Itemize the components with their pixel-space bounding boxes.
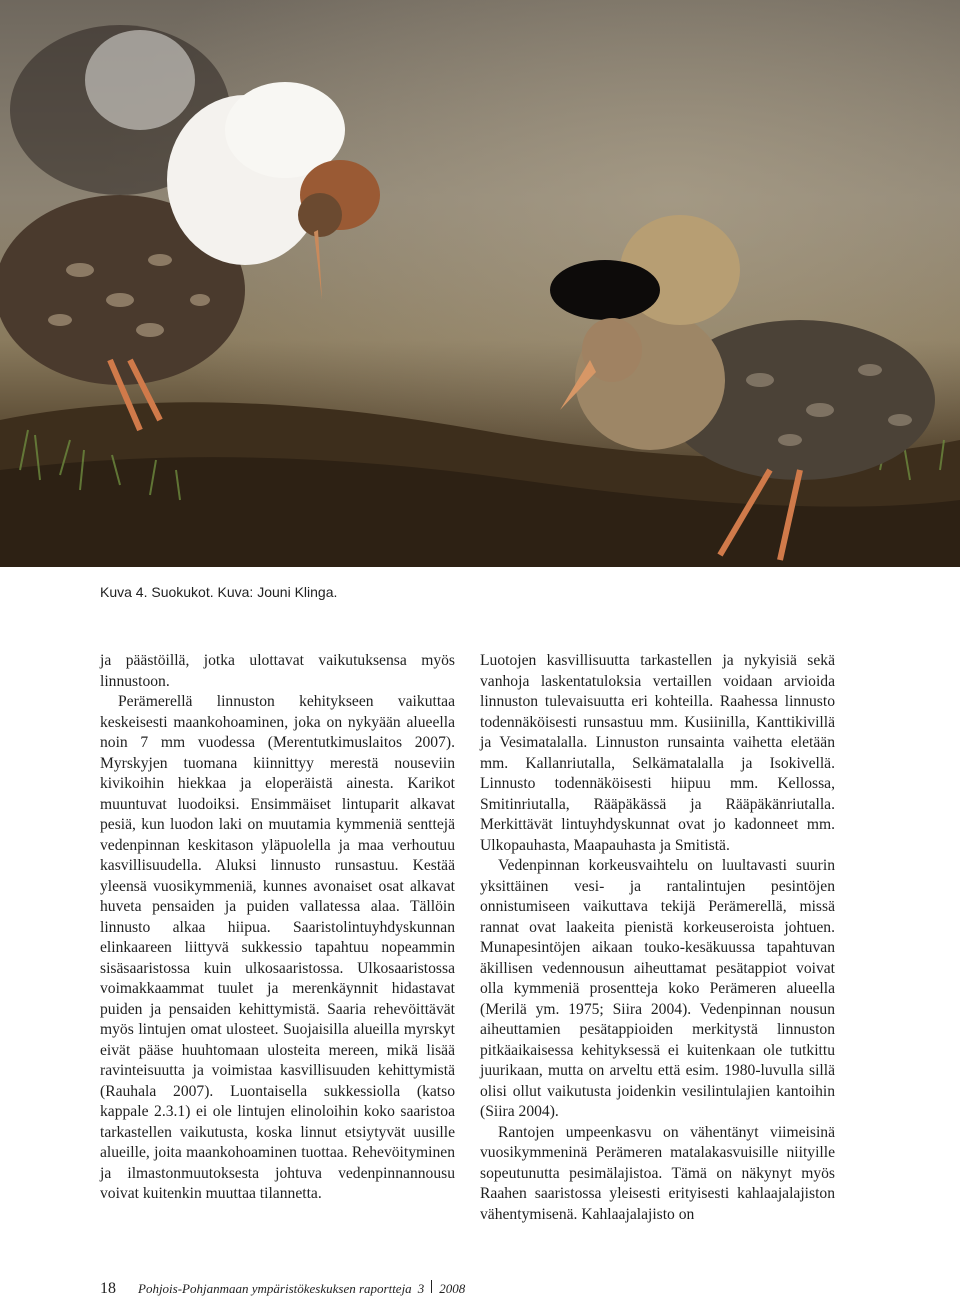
ruff-photograph (0, 0, 960, 567)
publication-title: Pohjois-Pohjanmaan ympäristökeskuksen raportteja (138, 1281, 412, 1296)
right-text-column (480, 651, 835, 1225)
page-number: 18 (100, 1280, 116, 1297)
figure-caption: Kuva 4. Suokukot. Kuva: Jouni Klinga. (100, 584, 338, 600)
issue-number: 3 (417, 1281, 425, 1296)
ruff-photo-illustration (0, 0, 960, 567)
page-footer (100, 1280, 465, 1298)
publication-year: 2008 (439, 1281, 466, 1296)
right-paragraph-1: Luotojen kasvillisuutta tarkastellen ja nykyisiä sekä vanhoja laskentatuloksia vertaillen voidaan arvioida linnuston tulevaisuutta eri kohteilla. Raahessa linnusto todennäköisesti runsastuu mm. Kusiinilla, Kanttikivillä ja Vesimatalalla. Linnuston runsainta vaihetta eletään mm. Kallanriutalla, Selkämatalalla ja Isokivellä. Linnusto todennäköisesti hiipuu mm. Kellossa, Smitinriutalla, Rääpäkässä ja Rääpäkänriutalla. Merkittävät lintuyhdyskunnat ovat jo kadonneet mm. Ulkopauhasta, Maapauhasta ja Smitistä. (480, 652, 835, 854)
left-paragraph-2: Perämerellä linnuston kehitykseen vaikuttaa keskeisesti maankohoaminen, joka on nykyään alueella noin 7 mm vuodessa (Merentutkimuslaitos 2007). Myrskyjen tuomana kiinnittyy merestä nouseviin kivikoihin hiekkaa ja eloperäistä ainesta. Karikot muuntuvat luodoiksi. Ensimmäiset lintuparit alkavat pesiä, kun luodon laki on muutamia kymmeniä senttejä vedenpinnan keskitason yläpuolella ja maa verhoutuu kasvillisuudella. Aluksi linnusto runsastuu. Kestää yleensä vuosikymmeniä, kunnes avonaiset osat alkavat huveta pensaiden ja puiden vallatessa alaa. Tällöin linnusto alkaa hiipua. Saaristolintuyhdyskunnan elinkaareen liittyvä sukkessio tapahtuu nopeammin sisäsaaristossa kuin ulkosaaristossa. Ulkosaaristossa voimakkaammat tuulet ja merenkäynnit hidastavat puiden ja pensaiden kehittymistä. Saaria rehevöittävät myös lintujen omat ulosteet. Suojaisilla alueilla myrskyt eivät pääse huuhtomaan ulosteita mereen, mikä lisää ravinteisuutta ja voimistaa kasvillisuuden kehittymistä (Rauhala 2007). Luontaisella sukkessiolla (katso kappale 2.3.1) ei ole lintujen elinoloihin koko saaristoa tarkastellen vaikutusta, koska linnut etsiytyvät uusille alueille, joita maankohoaminen tuottaa. Rehevöityminen ja ilmastonmuutoksesta johtuva vedenpinnannousu voivat kuitenkin muuttaa tilannetta. (100, 693, 455, 1202)
right-paragraph-2: Vedenpinnan korkeusvaihtelu on luultavasti suurin yksittäinen vesi- ja rantalintujen pesintöjen onnistumiseen vaikuttava tekijä Perämerellä, missä rannat ovat laakeita pienistä korkeuseroista johtuen. Munapesintöjen aikaan touko-kesäkuussa tapahtuvan äkillisen vedennousun aiheuttamat pesätappiot voivat olla kymmeniä prosentteja koko Perämeren alueella (Merilä ym. 1975; Siira 2004). Vedenpinnan nousun aiheuttamien pesätappioiden merkitystä linnuston pitkäaikaisessa kehityksessä ei kuitenkaan ole tutkittu juurikaan, mutta on arveltu että esim. 1980-luvulla sillä olisi ollut vaikutusta joidenkin vesilintulajien kantoihin (Siira 2004). (480, 857, 835, 1120)
left-paragraph-1: ja päästöillä, jotka ulottavat vaikutuksensa myös linnustoon. (100, 652, 455, 690)
footer-divider (431, 1280, 432, 1293)
right-paragraph-3: Rantojen umpeenkasvu on vähentänyt viimeisinä vuosikymmeninä Perämeren matalakasvuisille niityille sopeutunutta pesimälajistoa. Tämä on näkynyt myös Raahen saaristossa yleisesti erityisesti kahlaajalajiston vähentymisenä. Kahlaajalajisto on (480, 1123, 835, 1223)
left-text-column (100, 651, 455, 1205)
